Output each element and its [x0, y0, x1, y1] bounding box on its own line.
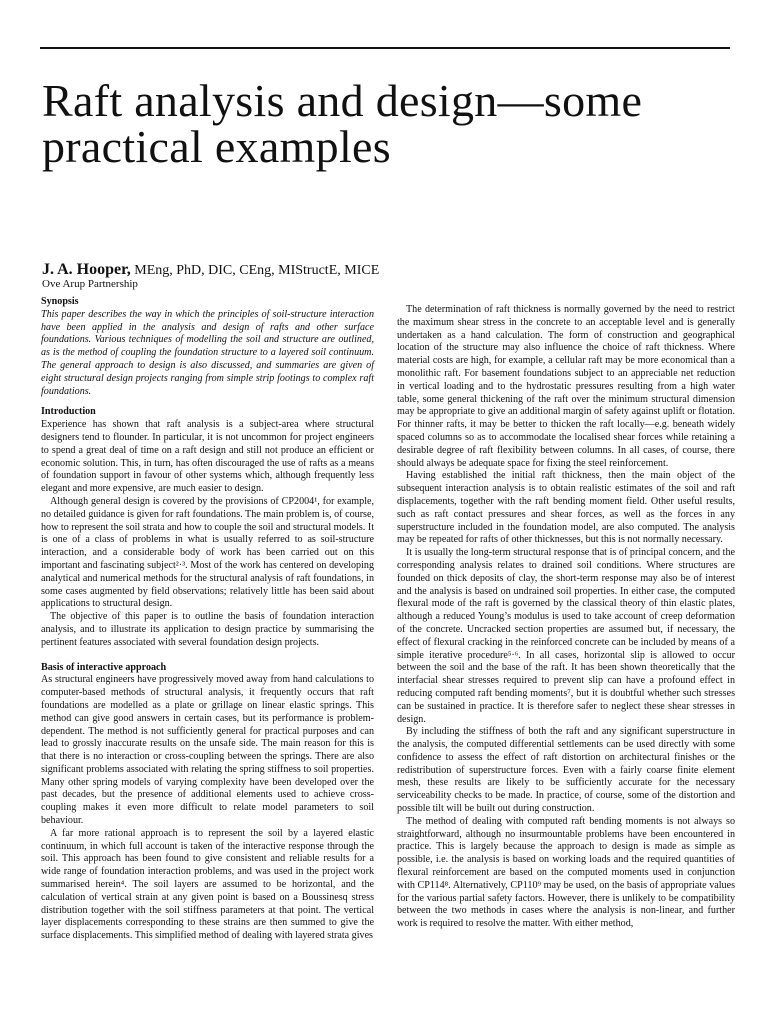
article-title: Raft analysis and design—some practical examples [42, 75, 643, 172]
introduction-paragraph: Although general design is covered by the provisions of CP2004¹, for example, no detailed guidance is given for raft foundations. The main problem is, of course, how to represent the soil strata and how to couple the soil and structural models. It is one of a class of problems in what is usually referred to as soil-structure interaction, and a considerable body of work has been carried out on this important and fascinating subject²·³. Most of the work has centered on developing analytical and numerical methods for the structural analysis of raft foundations, in some cases augmented by field observations; relatively little has been said about applications to structural design. [41, 495, 375, 610]
spacer [41, 650, 374, 662]
author-name: J. A. Hooper, [42, 261, 131, 278]
author-affiliation: Ove Arup Partnership [42, 278, 138, 290]
spacer [41, 398, 374, 406]
body-paragraph: By including the stiffness of both the raft and any significant superstructure in the analysis, the computed differential settlements can be used directly with some confidence to assess the effect of raft distortion on architectural finishes or the redistribution of superstructure forces. Even with a fairly coarse finite element mesh, these results are likely to be sufficiently accurate for the necessary serviceability checks to be made. In practice, of course, some of the distortion and possible tilt will be built out during construction. [397, 726, 735, 815]
author-line [42, 261, 732, 279]
body-paragraph: The method of dealing with computed raft bending moments is not always so straightforward, although no insurmountable problems have been encountered in practice. This is largely because the approach to design is made as simple as possible, i.e. the analysis is based on working loads and the required quantities of flexural reinforcement are based on the computed moments used in conjunction with CP114⁸. Alternatively, CP110⁹ may be used, on the basis of appropriate values for the various partial safety factors. However, there is unlikely to be compatibility between the two methods in cases where the analysis is non-linear, and further work is required to resolve the matter. With either method, [397, 815, 735, 930]
basis-heading: Basis of interactive approach [41, 661, 167, 673]
left-column [41, 296, 374, 943]
right-column [397, 304, 735, 931]
body-paragraph: The determination of raft thickness is normally governed by the need to restrict the maximum shear stress in the concrete to an acceptable level and is generally undertaken as a hand calculation. The form of construction and geographical location of the structure may also influence the choice of raft thickness. Where material costs are high, for example, a cellular raft may be more economical than a monolithic raft. For basement foundations subject to an appreciable net reduction in vertical loading and to the hydrostatic pressures resulting from a high water table, some general thickening of the raft over the minimum structural dimension may be appropriate to give an additional margin of safety against uplift or flotation. For thinner rafts, it may be better to thicken the raft locally—e.g. beneath widely spaced columns so as to accommodate the localised shear forces while retaining a desirable degree of raft flexibility between columns. In all cases, of course, there should always be adequate space for fixing the steel reinforcement. [397, 304, 735, 469]
body-paragraph: Having established the initial raft thickness, then the main object of the subsequent interaction analysis is to obtain realistic estimates of the soil and raft displacements, together with the raft bending moment field. Other useful results, such as raft contact pressures and shear forces, as well as the forces in any superstructure included in the foundation model, are also computed. The analysis may be repeated for rafts of other thicknesses, but this is not normally necessary. [397, 470, 735, 546]
top-rule [40, 47, 730, 49]
basis-paragraph: A far more rational approach is to represent the soil by a layered elastic continuum, in which full account is taken of the interactive response through the soil. This approach has been found to give consistent and reliable results for a wide range of foundation interaction problems, and was used in the project work summarised herein⁴. The soil layers are assumed to be horizontal, and the calculation of vertical strain at any given point is based on a Boussinesq stress distribution together with the soil stiffness parameters at that point. The vertical layer displacements corresponding to these strains are then summed to give the surface displacements. This simplified method of dealing with layered strata gives [41, 827, 374, 942]
author-credentials: MEng, PhD, DIC, CEng, MIStructE, MICE [134, 263, 380, 278]
introduction-paragraph: Experience has shown that raft analysis is a subject-area where structural designers tend to flounder. In particular, it is not uncommon for project engineers to spend a great deal of time on a raft design and still not produce an efficient or economic solution. This, in turn, has often discouraged the use of rafts as a means of foundation support in favour of other systems which, although frequently less elegant and more expensive, are much easier to design. [41, 419, 374, 495]
synopsis-text: This paper describes the way in which the principles of soil-structure interaction have been applied in the analysis and design of rafts and other surface foundations. Various techniques of modelling the soil and structure are outlined, as is the method of coupling the foundation structure to a layered soil continuum. The general approach to design is also discussed, and summaries are given of eight structural design projects ranging from simple strip footings to complex raft foundations. [41, 308, 374, 397]
introduction-heading: Introduction [41, 406, 96, 418]
synopsis-heading: Synopsis [41, 296, 79, 307]
body-paragraph: It is usually the long-term structural response that is of principal concern, and the corresponding analysis relates to drained soil conditions. Where structures are founded on thick deposits of clay, the short-term response may also be of interest and the analysis is based on undrained soil properties. In either case, the computed flexural mode of the raft is governed by the classical theory of thin elastic plates, although a reduced Young’s modulus is used to take account of creep deformation of the concrete. Uncracked section properties are assumed but, if necessary, the effect of flexural cracking in the reinforced concrete can be included by means of a simple iterative procedure⁵·⁶. In all cases, horizontal slip is allowed to occur between the soil and the base of the raft. It has been shown theoretically that the interfacial shear stresses required to prevent slip can have a profound effect in reducing computed raft bending moments⁷, but it is doubtful whether such stresses can be sustained in practice. It is therefore safer to neglect these shear stresses in design. [397, 547, 735, 725]
basis-paragraph: As structural engineers have progressively moved away from hand calculations to computer-based methods of structural analysis, it frequently occurs that raft foundations are modelled as a plate or grillage on linear elastic springs. This method can give good answers in certain cases, but its performance is problem-dependent. The method is not sufficiently general for practical purposes and can lead to grossly inaccurate results on the unsafe side. The main reason for this is that there is no interaction or cross-coupling between the springs. There are also significant problems associated with relating the spring stiffness to soil properties. Many other spring models of varying complexity have been developed over the past decades, but the presence of additional elements used to achieve cross-coupling makes it even more difficult to relate model parameters to soil behaviour. [41, 674, 374, 827]
introduction-paragraph: The objective of this paper is to outline the basis of foundation interaction analysis, and to illustrate its application to design practice by summarising the pertinent features associated with several foundation design projects. [41, 611, 374, 648]
